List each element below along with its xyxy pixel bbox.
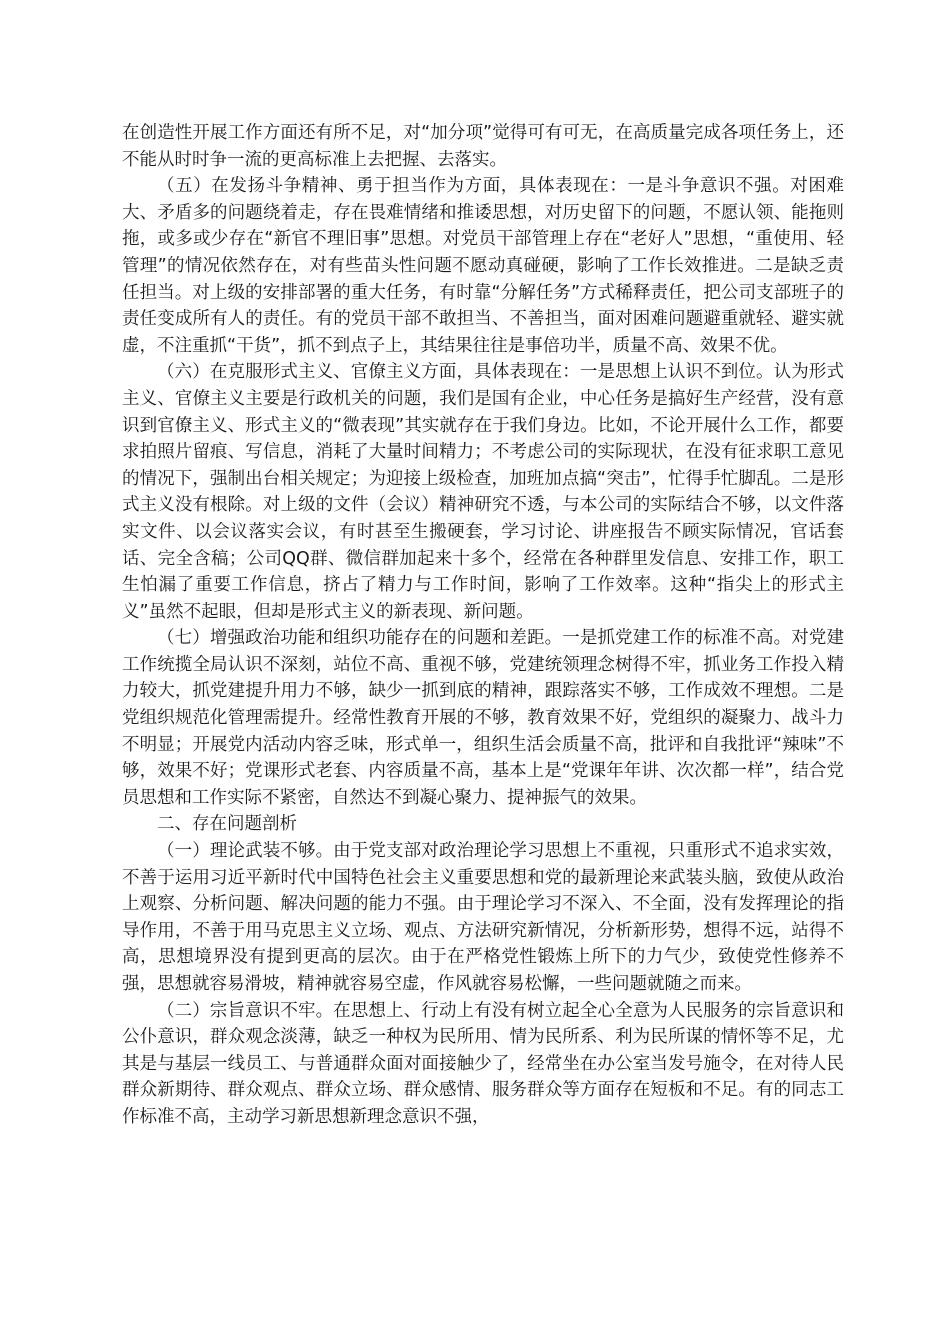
paragraph-section-six: （六）在克服形式主义、官僚主义方面，具体表现在：一是思想上认识不到位。认为形式主义、官僚主义主要是行政机关的问题，我们是国有企业，中心任务是搞好生产经营，没有意识到官僚主义、形式主义的“微表现”其实就存在于我们身边。比如，不论开展什么工作，都要求拍照片留痕、写信息，消耗了大量时间精力；不考虑公司的实际现状，在没有征求职工意见的情况下，强制出台相关规定；为迎接上级检查，加班加点搞“突击”，忙得手忙脚乱。二是形式主义没有根除。对上级的文件（会议）精神研究不透，与本公司的实际结合不够，以文件落实文件、以会议落实会议，有时甚至生搬硬套，学习讨论、讲座报告不顾实际情况，官话套话、完全含稿；公司QQ群、微信群加起来十多个，经常在各种群里发信息、安排工作，职工生怕漏了重要工作信息，挤占了精力与工作时间，影响了工作效率。这种“指尖上的形式主义”虽然不起眼，但却是形式主义的新表现、新问题。 (122, 362, 844, 622)
paragraph-section-seven: （七）增强政治功能和组织功能存在的问题和差距。一是抓党建工作的标准不高。对党建工作统揽全局认识不深刻，站位不高、重视不够，党建统领理念树得不牢，抓业务工作投入精力较大，抓党建提升用力不够，缺少一抓到底的精神，跟踪落实不够，工作成效不理想。二是党组织规范化管理需提升。经常性教育开展的不够，教育效果不好，党组织的凝聚力、战斗力不明显；开展党内活动内容乏味，形式单一，组织生活会质量不高，批评和自我批评“辣味”不够，效果不好；党课形式老套、内容质量不高，基本上是“党课年年讲、次次都一样”，结合党员思想和工作实际不紧密，自然达不到凝心聚力、提神振气的效果。 (122, 628, 844, 808)
paragraph-section-five: （五）在发扬斗争精神、勇于担当作为方面，具体表现在：一是斗争意识不强。对困难大、矛盾多的问题绕着走，存在畏难情绪和推诿思想，对历史留下的问题，不愿认领、能拖则拖，或多或少存在“新官不理旧事”思想。对党员干部管理上存在“老好人”思想，“重使用、轻管理”的情况依然存在，对有些苗头性问题不愿动真碰硬，影响了工作长效推进。二是缺乏责任担当。对上级的安排部署的重大任务，有时靠“分解任务”方式稀释责任，把公司支部班子的责任变成所有人的责任。有的党员干部不敢担当、不善担当，面对困难问题避重就轻、避实就虚，不注重抓“干货”，抓不到点子上，其结果往往是事倍功半，质量不高、效果不优。 (122, 176, 844, 356)
section-heading-analysis: 二、存在问题剖析 (157, 814, 297, 835)
paragraph-analysis-one: （一）理论武装不够。由于党支部对政治理论学习思想上不重视，只重形式不追求实效，不善于运用习近平新时代中国特色社会主义重要思想和党的最新理论来武装头脑，致使从政治上观察、分析问题、解决问题的能力不强。由于理论学习不深入、不全面，没有发挥理论的指导作用，不善于用马克思主义立场、观点、方法研究新情况，分析新形势，想得不远，站得不高，思想境界没有提到更高的层次。由于在严格党性锻炼上所下的力气少，致使党性修养不强，思想就容易滑坡，精神就容易空虚，作风就容易松懈，一些问题就随之而来。 (122, 841, 844, 994)
paragraph-analysis-two: （二）宗旨意识不牢。在思想上、行动上有没有树立起全心全意为人民服务的宗旨意识和公仆意识，群众观念淡薄，缺乏一种权为民所用、情为民所系、利为民所谋的情怀等不足，尤其是与基层一线员工、与普通群众面对面接触少了，经常坐在办公室当发号施令，在对待人民群众新期待、群众观点、群众立场、群众感情、服务群众等方面存在短板和不足。有的同志工作标准不高，主动学习新思想新理念意识不强， (122, 1000, 844, 1127)
paragraph-continuation: 在创造性开展工作方面还有所不足，对“加分项”觉得可有可无，在高质量完成各项任务上，还不能从时时争一流的更高标准上去把握、去落实。 (122, 123, 844, 170)
document-page (122, 120, 844, 1131)
